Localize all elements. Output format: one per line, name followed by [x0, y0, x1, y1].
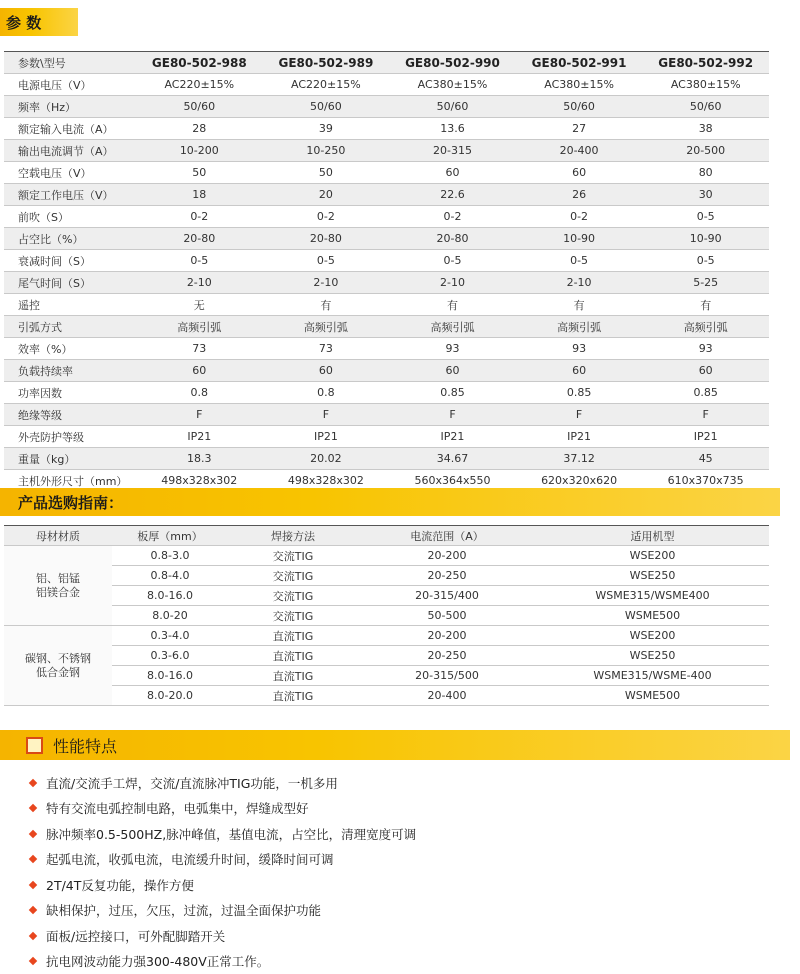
params-section-title: 参 数: [6, 12, 41, 33]
feature-item: [30, 821, 416, 847]
diamond-bullet-icon: [29, 779, 37, 787]
spec-row: [4, 184, 769, 206]
spec-value: 50/60: [263, 96, 390, 118]
spec-value: 22.6: [389, 184, 516, 206]
spec-label: 额定输入电流（A）: [4, 118, 136, 140]
spec-value: 50/60: [516, 96, 643, 118]
spec-row: [4, 118, 769, 140]
guide-thickness: 0.3-4.0: [112, 626, 228, 646]
spec-value: 0.8: [263, 382, 390, 404]
diamond-bullet-icon: [29, 830, 37, 838]
checkbox-square-icon: [26, 737, 43, 754]
feature-text: 起弧电流，收弧电流，电流缓升时间，缓降时间可调: [46, 850, 334, 868]
spec-value: 0.8: [136, 382, 263, 404]
guide-current: 20-250: [358, 566, 536, 586]
features-list: [30, 770, 416, 974]
spec-label: 功率因数: [4, 382, 136, 404]
spec-value: 60: [389, 360, 516, 382]
spec-value: 0-5: [642, 250, 769, 272]
model-name: GE80-502-990: [389, 52, 516, 74]
spec-value: 20-400: [516, 140, 643, 162]
spec-value: IP21: [389, 426, 516, 448]
guide-method: 直流TIG: [228, 686, 358, 706]
spec-row: [4, 426, 769, 448]
spec-value: 有: [516, 294, 643, 316]
spec-value: 0.85: [642, 382, 769, 404]
spec-value: IP21: [516, 426, 643, 448]
spec-row: [4, 272, 769, 294]
spec-value: 10-90: [642, 228, 769, 250]
specs-table: [4, 51, 769, 492]
guide-model: WSE250: [536, 646, 769, 666]
spec-row: [4, 96, 769, 118]
spec-value: 50: [136, 162, 263, 184]
spec-label: 电源电压（V）: [4, 74, 136, 96]
guide-current: 20-250: [358, 646, 536, 666]
diamond-bullet-icon: [29, 881, 37, 889]
feature-item: [30, 949, 416, 974]
spec-value: 30: [642, 184, 769, 206]
guide-section-title: 产品选购指南：: [18, 492, 123, 513]
spec-row: [4, 140, 769, 162]
spec-value: 0-2: [516, 206, 643, 228]
spec-value: AC380±15%: [389, 74, 516, 96]
material-cell: [4, 546, 112, 626]
diamond-bullet-icon: [29, 804, 37, 812]
spec-value: 20-80: [263, 228, 390, 250]
spec-value: 0-5: [136, 250, 263, 272]
guide-method: 交流TIG: [228, 566, 358, 586]
guide-method: 直流TIG: [228, 646, 358, 666]
spec-value: 0-2: [263, 206, 390, 228]
spec-label: 外壳防护等级: [4, 426, 136, 448]
diamond-bullet-icon: [29, 906, 37, 914]
spec-value: IP21: [642, 426, 769, 448]
guide-header-cell: 电流范围（A）: [358, 526, 536, 546]
guide-thickness: 0.8-4.0: [112, 566, 228, 586]
guide-method: 交流TIG: [228, 546, 358, 566]
spec-value: 45: [642, 448, 769, 470]
spec-value: 20: [263, 184, 390, 206]
spec-row: [4, 404, 769, 426]
spec-row: [4, 74, 769, 96]
specs-header-label: 参数\型号: [4, 52, 136, 74]
spec-value: 73: [263, 338, 390, 360]
guide-model: WSME315/WSME-400: [536, 666, 769, 686]
spec-label: 效率（%）: [4, 338, 136, 360]
spec-value: 620x320x620: [516, 470, 643, 492]
spec-value: 60: [516, 162, 643, 184]
spec-value: F: [642, 404, 769, 426]
guide-current: 20-315/500: [358, 666, 536, 686]
guide-row: [4, 606, 769, 626]
guide-current: 20-400: [358, 686, 536, 706]
spec-value: 20-500: [642, 140, 769, 162]
spec-value: 50/60: [136, 96, 263, 118]
spec-value: 2-10: [263, 272, 390, 294]
spec-value: 26: [516, 184, 643, 206]
guide-header-cell: 母材材质: [4, 526, 112, 546]
spec-value: 2-10: [136, 272, 263, 294]
spec-value: 2-10: [516, 272, 643, 294]
guide-model: WSE200: [536, 626, 769, 646]
material-line: 碳钢、不锈钢: [4, 652, 112, 666]
params-section-bar: [0, 8, 78, 36]
spec-value: 0-2: [136, 206, 263, 228]
guide-thickness: 0.8-3.0: [112, 546, 228, 566]
spec-value: 60: [263, 360, 390, 382]
spec-value: F: [389, 404, 516, 426]
spec-value: 610x370x735: [642, 470, 769, 492]
spec-row: [4, 294, 769, 316]
guide-header-cell: 适用机型: [536, 526, 769, 546]
diamond-bullet-icon: [29, 932, 37, 940]
spec-value: 无: [136, 294, 263, 316]
spec-label: 频率（Hz）: [4, 96, 136, 118]
spec-row: [4, 382, 769, 404]
spec-label: 空载电压（V）: [4, 162, 136, 184]
spec-value: 60: [389, 162, 516, 184]
spec-value: 0.85: [516, 382, 643, 404]
spec-value: 93: [642, 338, 769, 360]
spec-value: 高频引弧: [136, 316, 263, 338]
spec-value: 13.6: [389, 118, 516, 140]
spec-value: 高频引弧: [389, 316, 516, 338]
spec-value: 10-200: [136, 140, 263, 162]
guide-header-cell: 板厚（mm）: [112, 526, 228, 546]
spec-value: 0-5: [389, 250, 516, 272]
spec-value: 60: [642, 360, 769, 382]
guide-model: WSME500: [536, 606, 769, 626]
spec-label: 遥控: [4, 294, 136, 316]
guide-method: 交流TIG: [228, 606, 358, 626]
guide-model: WSME500: [536, 686, 769, 706]
guide-header-cell: 焊接方法: [228, 526, 358, 546]
guide-current: 20-200: [358, 546, 536, 566]
spec-label: 输出电流调节（A）: [4, 140, 136, 162]
guide-model: WSE200: [536, 546, 769, 566]
guide-header-row: [4, 526, 769, 546]
spec-value: 60: [516, 360, 643, 382]
spec-row: [4, 360, 769, 382]
guide-thickness: 8.0-16.0: [112, 586, 228, 606]
spec-label: 重量（kg）: [4, 448, 136, 470]
guide-current: 20-200: [358, 626, 536, 646]
guide-model: WSE250: [536, 566, 769, 586]
model-name: GE80-502-991: [516, 52, 643, 74]
spec-value: 80: [642, 162, 769, 184]
feature-item: [30, 796, 416, 822]
spec-value: 0.85: [389, 382, 516, 404]
guide-current: 20-315/400: [358, 586, 536, 606]
guide-current: 50-500: [358, 606, 536, 626]
spec-value: IP21: [263, 426, 390, 448]
diamond-bullet-icon: [29, 855, 37, 863]
material-cell: [4, 626, 112, 706]
feature-item: [30, 898, 416, 924]
spec-value: 有: [389, 294, 516, 316]
spec-label: 衰减时间（S）: [4, 250, 136, 272]
features-section-title: 性能特点: [53, 734, 117, 757]
spec-value: 498x328x302: [136, 470, 263, 492]
feature-item: [30, 770, 416, 796]
spec-value: 27: [516, 118, 643, 140]
spec-row: [4, 206, 769, 228]
spec-row: [4, 316, 769, 338]
guide-thickness: 8.0-20.0: [112, 686, 228, 706]
spec-row: [4, 448, 769, 470]
material-line: 低合金钢: [4, 666, 112, 680]
spec-label: 引弧方式: [4, 316, 136, 338]
spec-value: 0-2: [389, 206, 516, 228]
spec-row: [4, 250, 769, 272]
spec-label: 负载持续率: [4, 360, 136, 382]
spec-value: F: [516, 404, 643, 426]
guide-row: [4, 546, 769, 566]
guide-row: [4, 566, 769, 586]
spec-value: 20.02: [263, 448, 390, 470]
spec-value: 50/60: [642, 96, 769, 118]
spec-value: 20-80: [389, 228, 516, 250]
spec-value: AC220±15%: [263, 74, 390, 96]
spec-value: 0-5: [516, 250, 643, 272]
spec-value: 0-5: [263, 250, 390, 272]
spec-label: 主机外形尺寸（mm）: [4, 470, 136, 492]
spec-value: AC380±15%: [642, 74, 769, 96]
feature-text: 特有交流电弧控制电路，电弧集中，焊缝成型好: [46, 799, 309, 817]
specs-header-row: [4, 52, 769, 74]
feature-text: 面板/远控接口，可外配脚踏开关: [46, 927, 225, 945]
guide-row: [4, 626, 769, 646]
guide-row: [4, 666, 769, 686]
spec-value: 560x364x550: [389, 470, 516, 492]
spec-value: IP21: [136, 426, 263, 448]
spec-value: 93: [389, 338, 516, 360]
spec-value: 18: [136, 184, 263, 206]
spec-value: 2-10: [389, 272, 516, 294]
feature-text: 2T/4T反复功能，操作方便: [46, 876, 194, 894]
spec-value: 34.67: [389, 448, 516, 470]
spec-value: 有: [263, 294, 390, 316]
guide-model: WSME315/WSME400: [536, 586, 769, 606]
spec-label: 额定工作电压（V）: [4, 184, 136, 206]
spec-value: 18.3: [136, 448, 263, 470]
guide-table: [4, 525, 769, 706]
spec-value: 37.12: [516, 448, 643, 470]
spec-value: 50: [263, 162, 390, 184]
spec-row: [4, 162, 769, 184]
material-line: 铝、铝锰: [4, 572, 112, 586]
spec-value: 高频引弧: [642, 316, 769, 338]
feature-item: [30, 847, 416, 873]
spec-label: 前吹（S）: [4, 206, 136, 228]
model-name: GE80-502-988: [136, 52, 263, 74]
spec-value: 0-5: [642, 206, 769, 228]
spec-label: 尾气时间（S）: [4, 272, 136, 294]
spec-value: 39: [263, 118, 390, 140]
spec-value: 有: [642, 294, 769, 316]
spec-value: 38: [642, 118, 769, 140]
model-name: GE80-502-989: [263, 52, 390, 74]
spec-value: F: [136, 404, 263, 426]
spec-value: 10-90: [516, 228, 643, 250]
feature-text: 抗电网波动能力强300-480V正常工作。: [46, 952, 269, 970]
guide-thickness: 8.0-16.0: [112, 666, 228, 686]
feature-text: 脉冲频率0.5-500HZ,脉冲峰值，基值电流，占空比，清理宽度可调: [46, 825, 416, 843]
spec-value: 高频引弧: [263, 316, 390, 338]
spec-value: AC220±15%: [136, 74, 263, 96]
guide-thickness: 8.0-20: [112, 606, 228, 626]
guide-method: 交流TIG: [228, 586, 358, 606]
guide-section-bar: [0, 488, 780, 516]
spec-value: 60: [136, 360, 263, 382]
feature-text: 直流/交流手工焊，交流/直流脉冲TIG功能，一机多用: [46, 774, 338, 792]
spec-row: [4, 338, 769, 360]
guide-row: [4, 646, 769, 666]
spec-value: 5-25: [642, 272, 769, 294]
guide-method: 直流TIG: [228, 626, 358, 646]
spec-value: F: [263, 404, 390, 426]
spec-value: 20-315: [389, 140, 516, 162]
guide-method: 直流TIG: [228, 666, 358, 686]
spec-value: 498x328x302: [263, 470, 390, 492]
features-section-bar: [0, 730, 790, 760]
feature-text: 缺相保护，过压，欠压，过流，过温全面保护功能: [46, 901, 321, 919]
spec-label: 绝缘等级: [4, 404, 136, 426]
spec-value: AC380±15%: [516, 74, 643, 96]
spec-row: [4, 228, 769, 250]
spec-value: 10-250: [263, 140, 390, 162]
guide-thickness: 0.3-6.0: [112, 646, 228, 666]
spec-value: 93: [516, 338, 643, 360]
spec-value: 高频引弧: [516, 316, 643, 338]
feature-item: [30, 923, 416, 949]
spec-label: 占空比（%）: [4, 228, 136, 250]
spec-value: 20-80: [136, 228, 263, 250]
material-line: 铝镁合金: [4, 586, 112, 600]
spec-value: 50/60: [389, 96, 516, 118]
diamond-bullet-icon: [29, 957, 37, 965]
feature-item: [30, 872, 416, 898]
model-name: GE80-502-992: [642, 52, 769, 74]
spec-value: 28: [136, 118, 263, 140]
spec-value: 73: [136, 338, 263, 360]
guide-row: [4, 586, 769, 606]
guide-row: [4, 686, 769, 706]
